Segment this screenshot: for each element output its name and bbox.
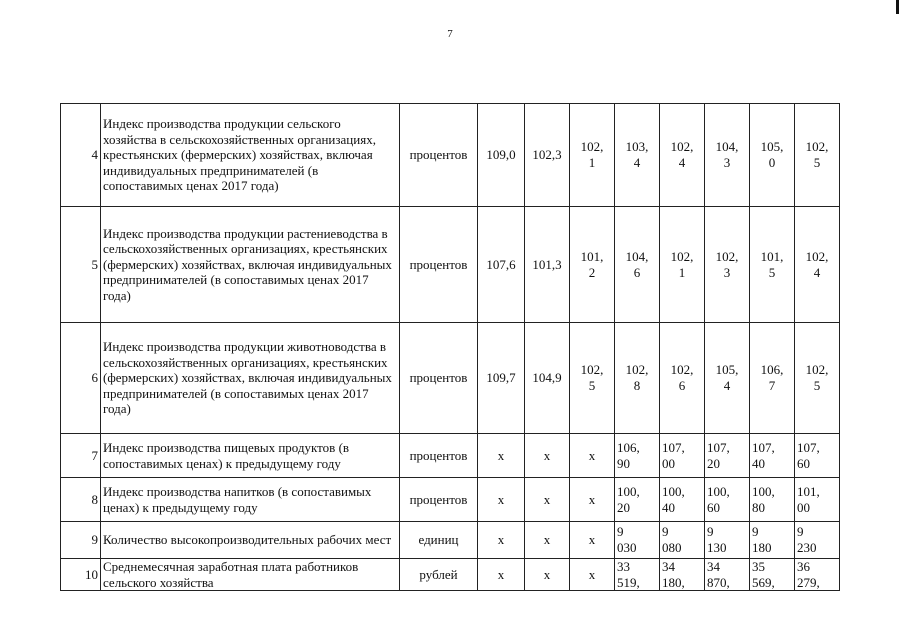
unit-cell: процентов	[400, 434, 478, 478]
table-body	[61, 104, 840, 591]
value-cell: х	[570, 559, 615, 591]
table-row	[61, 522, 840, 559]
value-cell: х	[478, 478, 525, 522]
value-cell: 101, 00	[795, 478, 840, 522]
value-cell: 9 080	[660, 522, 705, 559]
value-cell: х	[525, 478, 570, 522]
value-cell: 35 569,	[750, 559, 795, 591]
value-cell: 9 180	[750, 522, 795, 559]
edge-mark	[896, 0, 899, 14]
row-number: 7	[61, 434, 101, 478]
value-cell: 102, 1	[660, 207, 705, 323]
value-cell: 102, 5	[570, 323, 615, 434]
value-cell: 33 519,	[615, 559, 660, 591]
value-cell: 102, 1	[570, 104, 615, 207]
value-cell: 9 130	[705, 522, 750, 559]
value-cell: 100, 80	[750, 478, 795, 522]
value-cell: 107, 00	[660, 434, 705, 478]
indicator-name: Среднемесячная заработная плата работников сельского хозяйства	[101, 559, 400, 591]
unit-cell: процентов	[400, 478, 478, 522]
value-cell: х	[525, 522, 570, 559]
value-cell: 106, 90	[615, 434, 660, 478]
row-number: 10	[61, 559, 101, 591]
indicator-name: Индекс производства продукции сельского хозяйства в сельскохозяйственных организациях, крестьянских (фермерских) хозяйствах, включая индивидуальных предпринимателей (в сопоставимых ценах 2017 года)	[101, 104, 400, 207]
value-cell: 34 180,	[660, 559, 705, 591]
value-cell: 9 230	[795, 522, 840, 559]
row-number: 6	[61, 323, 101, 434]
row-number: 9	[61, 522, 101, 559]
table-row	[61, 207, 840, 323]
unit-cell: процентов	[400, 207, 478, 323]
value-cell: х	[570, 478, 615, 522]
table-row	[61, 559, 840, 591]
value-cell: 106, 7	[750, 323, 795, 434]
value-cell: х	[478, 522, 525, 559]
value-cell: 102, 3	[705, 207, 750, 323]
row-number: 8	[61, 478, 101, 522]
value-cell: 103, 4	[615, 104, 660, 207]
value-cell: 109,7	[478, 323, 525, 434]
value-cell: 34 870,	[705, 559, 750, 591]
value-cell: 107,6	[478, 207, 525, 323]
indicator-name: Индекс производства пищевых продуктов (в сопоставимых ценах) к предыдущему году	[101, 434, 400, 478]
value-cell: 101,3	[525, 207, 570, 323]
value-cell: 100, 60	[705, 478, 750, 522]
value-cell: 104,9	[525, 323, 570, 434]
value-cell: х	[525, 559, 570, 591]
page-number: 7	[447, 28, 453, 40]
value-cell: 101, 5	[750, 207, 795, 323]
indicators-table	[60, 103, 840, 591]
value-cell: 36 279,	[795, 559, 840, 591]
unit-cell: рублей	[400, 559, 478, 591]
table-row	[61, 478, 840, 522]
value-cell: х	[570, 434, 615, 478]
value-cell: х	[478, 434, 525, 478]
unit-cell: единиц	[400, 522, 478, 559]
row-number: 4	[61, 104, 101, 207]
value-cell: 107, 60	[795, 434, 840, 478]
indicator-name: Индекс производства напитков (в сопоставимых ценах) к предыдущему году	[101, 478, 400, 522]
value-cell: 102, 4	[660, 104, 705, 207]
value-cell: х	[570, 522, 615, 559]
value-cell: 104, 6	[615, 207, 660, 323]
value-cell: 104, 3	[705, 104, 750, 207]
value-cell: 9 030	[615, 522, 660, 559]
unit-cell: процентов	[400, 104, 478, 207]
value-cell: 102, 8	[615, 323, 660, 434]
value-cell: 102, 5	[795, 104, 840, 207]
value-cell: 100, 40	[660, 478, 705, 522]
value-cell: х	[478, 559, 525, 591]
value-cell: 100, 20	[615, 478, 660, 522]
value-cell: 105, 0	[750, 104, 795, 207]
value-cell: 102, 6	[660, 323, 705, 434]
value-cell: 101, 2	[570, 207, 615, 323]
value-cell: 102, 4	[795, 207, 840, 323]
value-cell: 107, 20	[705, 434, 750, 478]
indicator-name: Индекс производства продукции животноводства в сельскохозяйственных организациях, крестьянских (фермерских) хозяйствах, включая индивидуальных предпринимателей (в сопоставимых ценах 2017 года)	[101, 323, 400, 434]
table-row	[61, 104, 840, 207]
table-row	[61, 323, 840, 434]
indicator-name: Количество высокопроизводительных рабочих мест	[101, 522, 400, 559]
value-cell: 102,3	[525, 104, 570, 207]
row-number: 5	[61, 207, 101, 323]
value-cell: 102, 5	[795, 323, 840, 434]
value-cell: 107, 40	[750, 434, 795, 478]
indicator-name: Индекс производства продукции растениеводства в сельскохозяйственных организациях, крестьянских (фермерских) хозяйствах, включая индивидуальных предпринимателей (в сопоставимых ценах 2017 года)	[101, 207, 400, 323]
value-cell: 105, 4	[705, 323, 750, 434]
table-row	[61, 434, 840, 478]
unit-cell: процентов	[400, 323, 478, 434]
value-cell: х	[525, 434, 570, 478]
value-cell: 109,0	[478, 104, 525, 207]
